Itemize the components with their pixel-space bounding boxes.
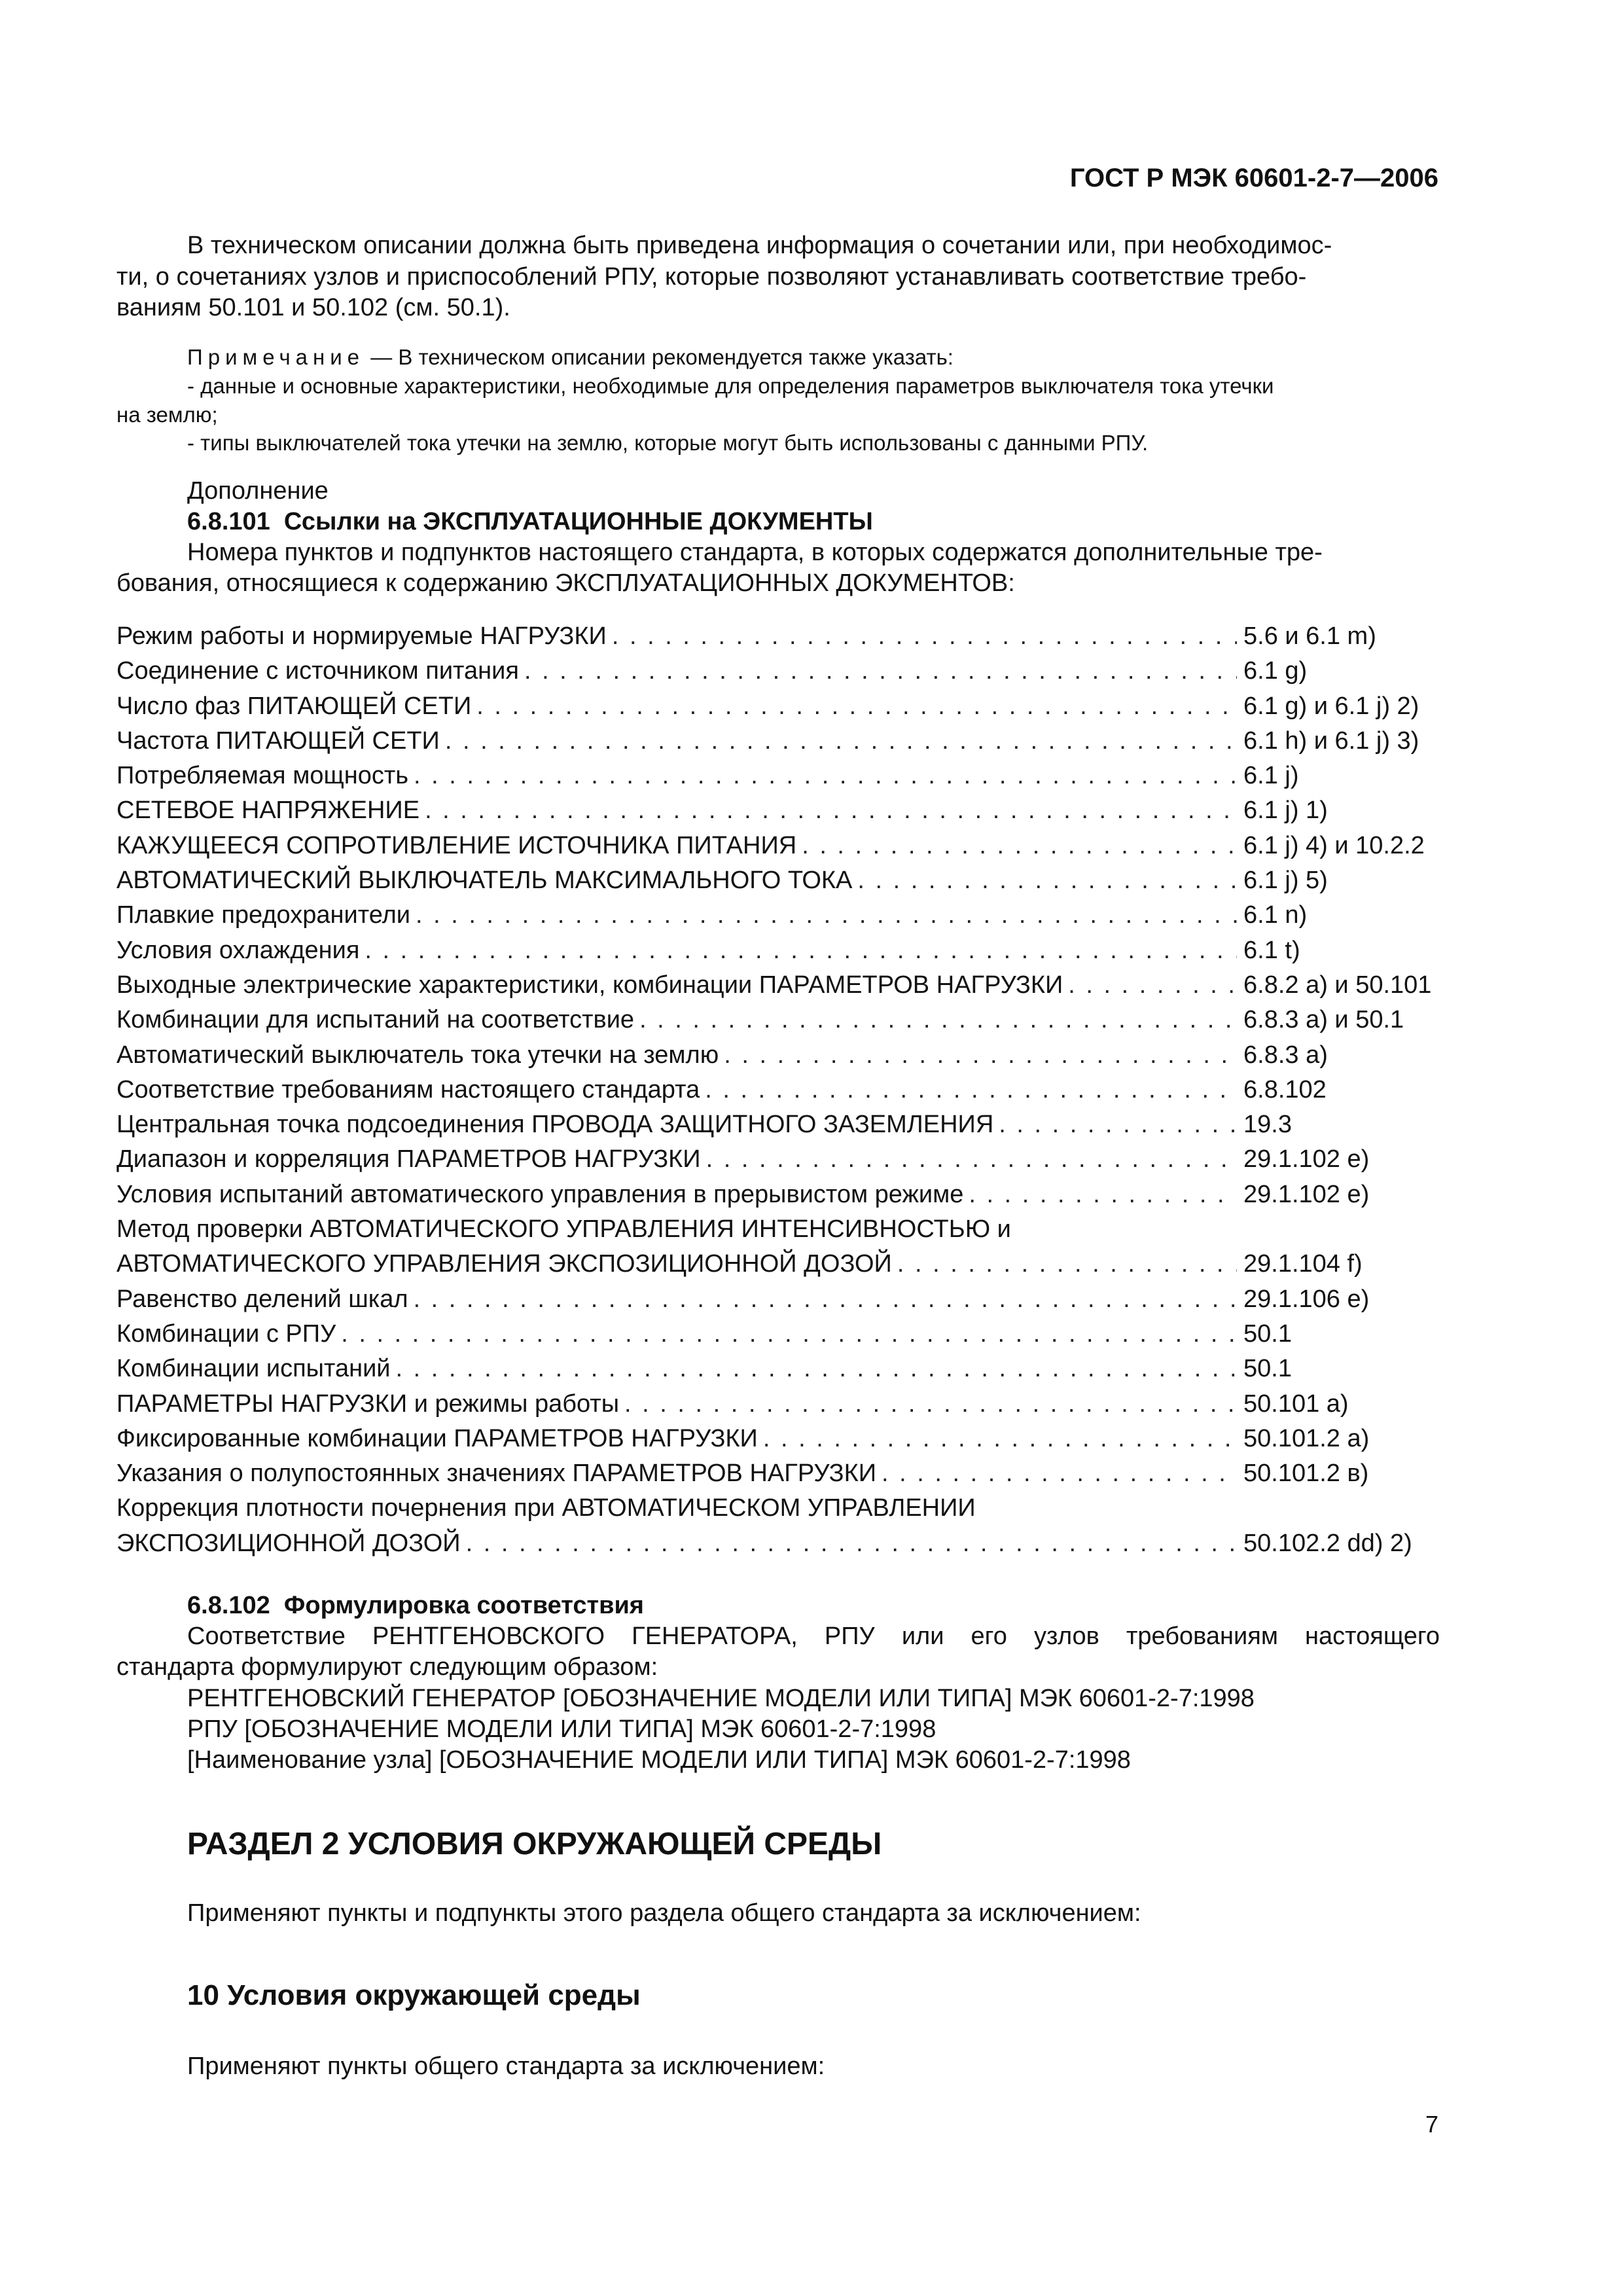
reference-clause: 50.1 [1243,1319,1292,1348]
reference-clause: 50.1 [1243,1355,1292,1383]
reference-label: Число фаз ПИТАЮЩЕЙ СЕТИ [116,692,472,720]
reference-label-line-1: Метод проверки АВТОМАТИЧЕСКОГО УПРАВЛЕНИЯ ИНТЕНСИВНОСТЬЮ и [116,1215,1011,1244]
note-label: Примечание [187,345,365,369]
reference-label: Плавкие предохранители [116,901,410,929]
clause-10-text: Применяют пункты общего стандарта за исключением: [187,2053,825,2080]
reference-label: Соединение с источником питания [116,657,519,685]
reference-label: Фиксированные комбинации ПАРАМЕТРОВ НАГРУЗКИ [116,1424,758,1452]
reference-row [116,829,1440,863]
reference-label: Равенство делений шкал [116,1285,408,1313]
reference-row [116,759,1440,793]
section-2-title: РАЗДЕЛ 2 УСЛОВИЯ ОКРУЖАЮЩЕЙ СРЕДЫ [187,1827,882,1861]
reference-clause: 50.102.2 dd) 2) [1243,1529,1412,1557]
reference-row [116,1177,1440,1212]
reference-row [116,1142,1440,1177]
reference-clause: 6.8.2 a) и 50.101 [1243,971,1432,999]
reference-clause: 6.1 h) и 6.1 j) 3) [1243,726,1419,755]
reference-label: Условия охлаждения [116,936,360,964]
references-list [116,619,1440,1561]
reference-clause: 29.1.106 e) [1243,1285,1370,1313]
note-item-2: - типы выключателей тока утечки на землю, которые могут быть использованы с данными РПУ. [187,431,1149,455]
reference-label: Режим работы и нормируемые НАГРУЗКИ [116,622,607,650]
reference-label: СЕТЕВОЕ НАПРЯЖЕНИЕ [116,797,420,825]
reference-row [116,1317,1440,1352]
reference-label: ПАРАМЕТРЫ НАГРУЗКИ и режимы работы [116,1390,620,1418]
reference-clause: 6.8.3 a) [1243,1041,1328,1069]
reference-row [116,619,1440,654]
reference-row [116,863,1440,898]
reference-clause: 50.101.2 a) [1243,1424,1370,1452]
addition-para-line-2: бования, относящиеся к содержанию ЭКСПЛУАТАЦИОННЫХ ДОКУМЕНТОВ: [116,569,1015,597]
reference-row [116,968,1440,1003]
reference-row [116,1352,1440,1386]
compliance-para-line-1: Соответствие РЕНТГЕНОВСКОГО ГЕНЕРАТОРА, РПУ или его узлов требованиям настоящего [187,1623,1440,1650]
addition-heading-number: 6.8.101 [187,508,270,535]
reference-row [116,1526,1440,1561]
reference-row [116,654,1440,689]
reference-clause: 6.1 j) [1243,762,1299,790]
compliance-formula-3: [Наименование узла] [ОБОЗНАЧЕНИЕ МОДЕЛИ ИЛИ ТИПА] МЭК 60601-2-7:1998 [187,1746,1131,1774]
clause-10-title: 10 Условия окружающей среды [187,1979,641,2011]
reference-label: Комбинации испытаний [116,1355,391,1383]
reference-clause: 50.101.2 в) [1243,1460,1369,1488]
reference-row [116,724,1440,759]
reference-row [116,898,1440,933]
intro-line-3: ваниям 50.101 и 50.102 (см. 50.1). [116,294,510,321]
reference-row [116,1387,1440,1422]
compliance-formula-2: РПУ [ОБОЗНАЧЕНИЕ МОДЕЛИ ИЛИ ТИПА] МЭК 60601-2-7:1998 [187,1715,936,1743]
addition-label: Дополнение [187,477,329,505]
reference-label: Комбинации с РПУ [116,1319,336,1348]
reference-row [116,1422,1440,1456]
reference-label: Частота ПИТАЮЩЕЙ СЕТИ [116,726,440,755]
reference-clause: 6.1 j) 5) [1243,867,1328,895]
reference-label: Указания о полупостоянных значениях ПАРАМЕТРОВ НАГРУЗКИ [116,1460,877,1488]
reference-row [116,1003,1440,1037]
reference-clause: 29.1.102 e) [1243,1145,1370,1174]
addition-heading [187,508,873,536]
reference-label-line-1: Коррекция плотности почернения при АВТОМАТИЧЕСКОМ УПРАВЛЕНИИ [116,1494,976,1522]
reference-clause: 6.8.3 a) и 50.1 [1243,1006,1404,1034]
compliance-formula-1: РЕНТГЕНОВСКИЙ ГЕНЕРАТОР [ОБОЗНАЧЕНИЕ МОДЕЛИ ИЛИ ТИПА] МЭК 60601-2-7:1998 [187,1685,1255,1712]
reference-row [116,1107,1440,1142]
standard-header: ГОСТ Р МЭК 60601-2-7—2006 [1069,164,1438,192]
reference-label: АВТОМАТИЧЕСКОГО УПРАВЛЕНИЯ ЭКСПОЗИЦИОННОЙ ДОЗОЙ [116,1250,892,1278]
reference-label: ЭКСПОЗИЦИОННОЙ ДОЗОЙ [116,1529,461,1557]
compliance-heading-number: 6.8.102 [187,1592,270,1619]
intro-line-1: В техническом описании должна быть приведена информация о сочетании или, при необходимос- [187,232,1332,259]
reference-label: Комбинации для испытаний на соответствие [116,1006,635,1034]
addition-para-line-1: Номера пунктов и подпунктов настоящего стандарта, в которых содержатся дополнительные тре- [187,539,1323,566]
reference-clause: 6.1 t) [1243,936,1300,964]
reference-row [116,793,1440,828]
reference-label: Диапазон и корреляция ПАРАМЕТРОВ НАГРУЗКИ [116,1145,701,1174]
reference-label: Выходные электрические характеристики, комбинации ПАРАМЕТРОВ НАГРУЗКИ [116,971,1063,999]
reference-label: Автоматический выключатель тока утечки на землю [116,1041,719,1069]
section-2-text: Применяют пункты и подпункты этого раздела общего стандарта за исключением: [187,1899,1141,1927]
note-lead [187,345,954,370]
reference-row [116,1247,1440,1282]
reference-clause: 29.1.104 f) [1243,1250,1363,1278]
reference-clause: 50.101 a) [1243,1390,1349,1418]
page-number: 7 [1425,2111,1438,2138]
reference-clause: 6.1 g) и 6.1 j) 2) [1243,692,1419,720]
reference-clause: 6.1 j) 4) и 10.2.2 [1243,831,1425,859]
reference-row [116,933,1440,968]
reference-label: Условия испытаний автоматического управления в прерывистом режиме [116,1180,964,1208]
reference-clause: 6.1 g) [1243,657,1308,685]
reference-row [116,1282,1440,1317]
compliance-heading [187,1592,644,1620]
reference-row-continued [116,1212,1440,1247]
reference-label: Соответствие требованиям настоящего стандарта [116,1075,700,1103]
reference-row [116,689,1440,724]
reference-row [116,1456,1440,1491]
intro-line-2: ти, о сочетаниях узлов и приспособлений РПУ, которые позволяют устанавливать соответствие требо- [116,263,1307,291]
compliance-heading-text: Формулировка соответствия [283,1592,644,1619]
reference-label: КАЖУЩЕЕСЯ СОПРОТИВЛЕНИЕ ИСТОЧНИКА ПИТАНИЯ [116,831,797,859]
reference-clause: 6.1 j) 1) [1243,797,1328,825]
reference-clause: 5.6 и 6.1 m) [1243,622,1376,650]
reference-clause: 6.8.102 [1243,1075,1327,1103]
reference-clause: 19.3 [1243,1111,1292,1139]
note-item-1-line-2: на землю; [116,403,218,427]
reference-clause: 29.1.102 e) [1243,1180,1370,1208]
note-lead-text: — В техническом описании рекомендуется также указать: [370,345,954,369]
reference-label: Потребляемая мощность [116,762,409,790]
reference-row [116,1038,1440,1073]
reference-label: Центральная точка подсоединения ПРОВОДА ЗАЩИТНОГО ЗАЗЕМЛЕНИЯ [116,1111,994,1139]
reference-row [116,1073,1440,1107]
reference-clause: 6.1 n) [1243,901,1308,929]
reference-row-continued [116,1491,1440,1526]
reference-label: АВТОМАТИЧЕСКИЙ ВЫКЛЮЧАТЕЛЬ МАКСИМАЛЬНОГО ТОКА [116,867,853,895]
note-item-1-line-1: - данные и основные характеристики, необходимые для определения параметров выключателя тока утечки [187,374,1274,398]
addition-heading-text: Ссылки на ЭКСПЛУАТАЦИОННЫЕ ДОКУМЕНТЫ [283,508,873,535]
compliance-para-line-2: стандарта формулируют следующим образом: [116,1653,658,1681]
